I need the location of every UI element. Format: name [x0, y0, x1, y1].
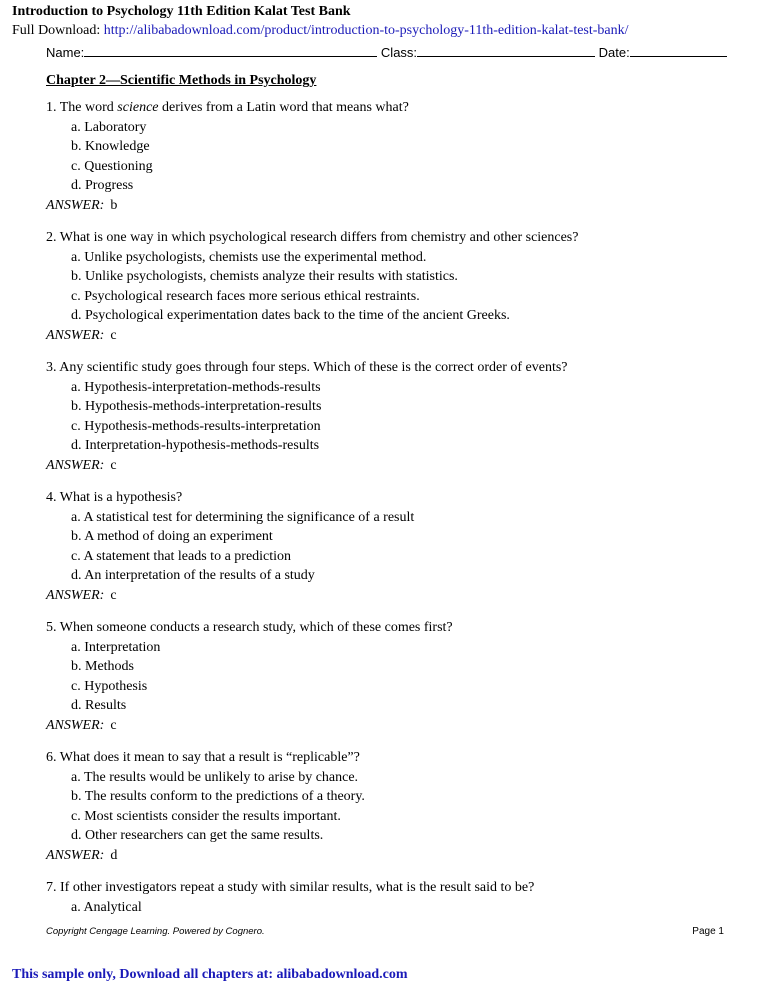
class-field[interactable]: [417, 43, 595, 57]
copyright-notice: Copyright Cengage Learning. Powered by Cognero.: [46, 926, 265, 937]
answer-value: b: [110, 197, 118, 213]
question-5: [46, 618, 453, 735]
download-link[interactable]: http://alibabadownload.com/product/introduction-to-psychology-11th-edition-kalat-test-bank/: [103, 23, 629, 38]
answer-key: ANSWER: c: [46, 327, 117, 343]
question-stem: 7. If other investigators repeat a study with similar results, what is the result said to be?: [46, 880, 535, 895]
answer-option: c. Hypothesis: [71, 678, 148, 694]
date-field[interactable]: [630, 43, 727, 57]
page-number: Page 1: [692, 926, 724, 937]
answer-option: d. Progress: [71, 178, 134, 193]
answer-option: b. Methods: [71, 659, 134, 674]
document-title: Introduction to Psychology 11th Edition Kalat Test Bank: [12, 4, 351, 19]
answer-option: a. Interpretation: [71, 639, 161, 655]
question-7: [46, 878, 534, 917]
answer-option: c. Most scientists consider the results important.: [71, 808, 341, 824]
answer-option: a. Hypothesis-interpretation-methods-results: [71, 379, 321, 395]
student-info-form: [46, 43, 727, 60]
answer-option: a. A statistical test for determining the significance of a result: [71, 509, 415, 525]
chapter-title: Chapter 2—Scientific Methods in Psychology: [46, 73, 317, 88]
answer-value: c: [110, 327, 117, 343]
answer-option: d. Other researchers can get the same results.: [71, 828, 324, 843]
answer-key: ANSWER: c: [46, 587, 117, 603]
answer-value: d: [110, 847, 118, 863]
answer-value: c: [110, 587, 117, 603]
answer-option: b. The results conform to the predictions of a theory.: [71, 789, 365, 804]
answer-key: ANSWER: c: [46, 457, 117, 473]
name-field[interactable]: [84, 43, 377, 57]
answer-option: c. Hypothesis-methods-results-interpretation: [71, 418, 321, 434]
answer-option: d. Interpretation-hypothesis-methods-results: [71, 438, 320, 453]
answer-option: c. Questioning: [71, 158, 153, 174]
question-stem: 3. Any scientific study goes through four steps. Which of these is the correct order of events?: [46, 360, 568, 375]
answer-option: b. Hypothesis-methods-interpretation-results: [71, 399, 322, 414]
answer-option: b. A method of doing an experiment: [71, 529, 273, 544]
question-stem: 6. What does it mean to say that a result is “replicable”?: [46, 750, 360, 765]
answer-key: ANSWER: b: [46, 197, 118, 213]
question-3: [46, 358, 568, 475]
answer-option: d. Psychological experimentation dates back to the time of the ancient Greeks.: [71, 308, 510, 323]
answer-option: a. Unlike psychologists, chemists use the experimental method.: [71, 249, 427, 265]
answer-value: c: [110, 457, 117, 473]
answer-option: d. Results: [71, 698, 127, 713]
date-label: Date:: [598, 45, 630, 60]
class-label: Class:: [380, 45, 418, 60]
answer-option: c. A statement that leads to a prediction: [71, 548, 292, 564]
answer-option: c. Psychological research faces more serious ethical restraints.: [71, 288, 420, 304]
question-stem: 5. When someone conducts a research study, which of these comes first?: [46, 620, 453, 635]
answer-key: ANSWER: d: [46, 847, 118, 863]
name-label: Name:: [46, 45, 85, 60]
sample-download-notice[interactable]: This sample only, Download all chapters at: alibabadownload.com: [12, 967, 408, 982]
answer-key: ANSWER: c: [46, 717, 117, 733]
question-1: [46, 98, 409, 215]
answer-option: d. An interpretation of the results of a study: [71, 568, 315, 583]
answer-option: a. Analytical: [71, 899, 142, 915]
question-stem: 2. What is one way in which psychological research differs from chemistry and other sciences?: [46, 230, 579, 245]
emphasized-word: science: [117, 100, 159, 115]
question-stem: 1. The word science derives from a Latin word that means what?: [46, 100, 409, 115]
question-2: [46, 228, 578, 345]
answer-option: b. Knowledge: [71, 139, 150, 154]
answer-value: c: [110, 717, 117, 733]
download-line: [12, 23, 629, 39]
answer-option: a. The results would be unlikely to arise by chance.: [71, 769, 359, 785]
question-6: [46, 748, 365, 865]
download-label: Full Download:: [12, 23, 101, 38]
question-4: [46, 488, 414, 605]
answer-option: b. Unlike psychologists, chemists analyze their results with statistics.: [71, 269, 458, 284]
answer-option: a. Laboratory: [71, 119, 147, 135]
question-stem: 4. What is a hypothesis?: [46, 490, 183, 505]
